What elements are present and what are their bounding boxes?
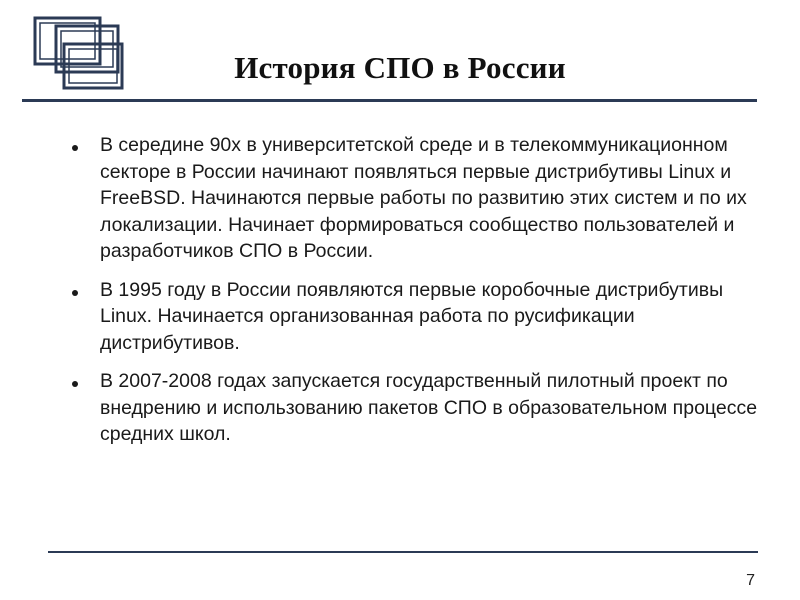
bullet-item bbox=[70, 277, 770, 357]
page-number: 7 bbox=[746, 572, 755, 589]
bullet-item bbox=[70, 368, 770, 448]
bullet-dot-icon bbox=[72, 381, 78, 387]
slide-title: История СПО в России bbox=[234, 50, 566, 85]
bullet-list bbox=[70, 132, 770, 460]
bullet-item bbox=[70, 132, 770, 265]
bullet-text: В 1995 году в России появляются первые коробочные дистрибутивы Linux. Начинается организованная работа по русификации дистрибутивов. bbox=[100, 278, 724, 354]
footer-divider bbox=[48, 551, 758, 553]
bullet-dot-icon bbox=[72, 290, 78, 296]
bullet-text: В середине 90х в университетской среде и в телекоммуникационном секторе в России начинают появляться первые дистрибутивы Linux и FreeBSD. Начинаются первые работы по развитию этих систем и по их локализации. Начинает формироваться сообщество пользователей и разработчиков СПО в России. bbox=[100, 134, 747, 262]
title-divider bbox=[22, 99, 757, 102]
bullet-text: В 2007-2008 годах запускается государственный пилотный проект по внедрению и использованию пакетов СПО в образовательном процессе средних школ. bbox=[100, 370, 758, 445]
overlapping-squares-logo-icon bbox=[0, 0, 140, 100]
bullet-dot-icon bbox=[72, 145, 78, 151]
